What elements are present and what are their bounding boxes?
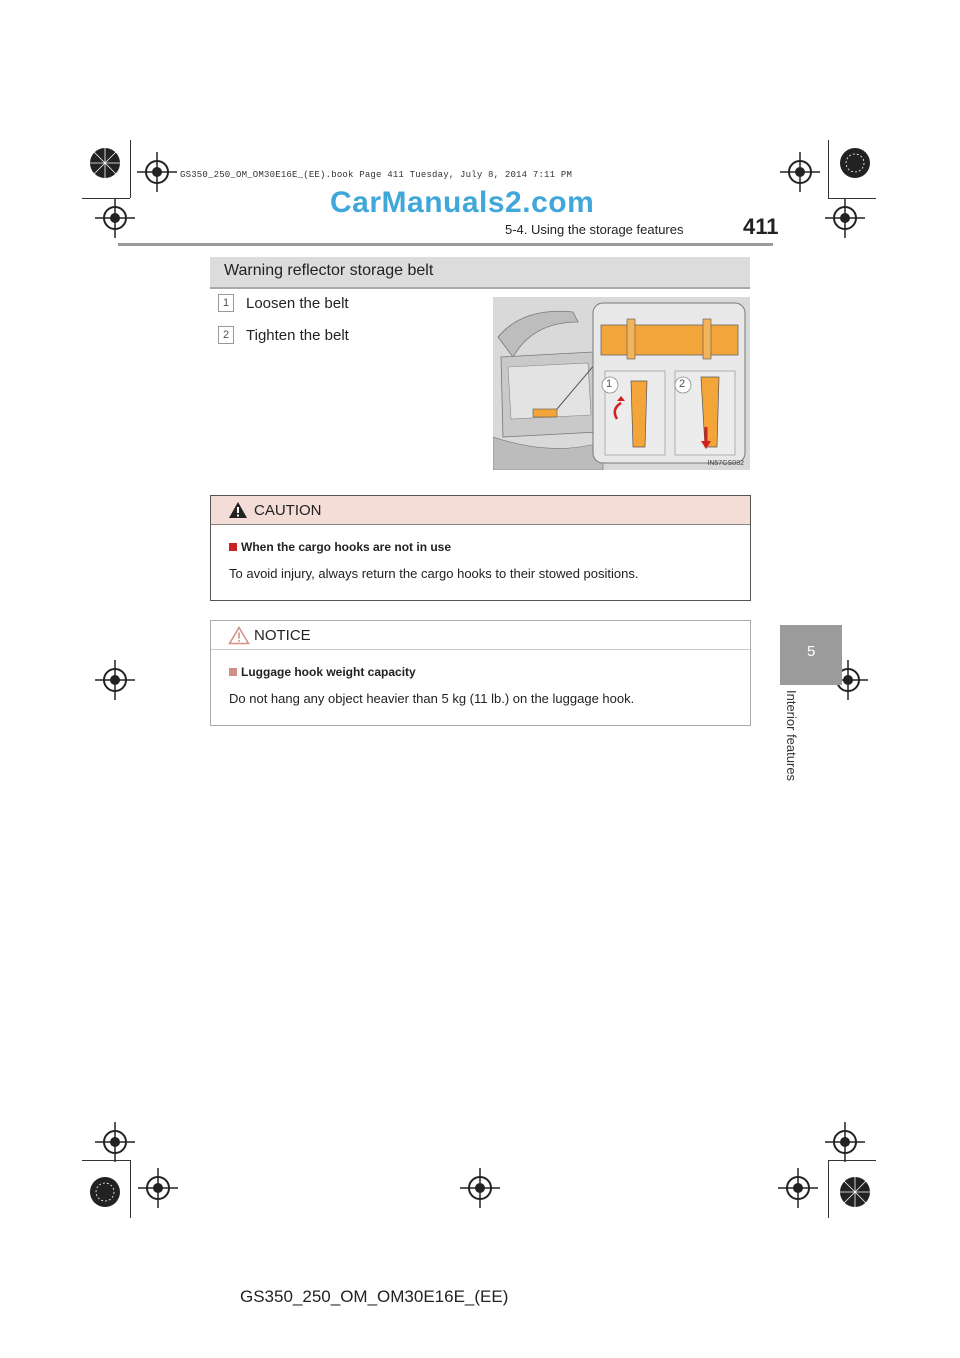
registration-mark-top-right [835, 143, 875, 183]
figure-code: IN57GS082 [707, 460, 744, 467]
caution-item-title-text: When the cargo hooks are not in use [241, 540, 452, 554]
crosshair-mark-top-right [780, 152, 820, 192]
page-number: 411 [743, 214, 779, 239]
section-title-bar [210, 257, 750, 289]
crosshair-mark-bottom-left [138, 1168, 178, 1208]
bullet-square-icon [229, 668, 237, 676]
header-section-title: 5-4. Using the storage features [505, 222, 684, 237]
figure-callout-2: 2 [679, 378, 686, 390]
registration-mark-top-left [85, 143, 125, 183]
chapter-tab [780, 625, 842, 685]
caution-heading: CAUTION [254, 502, 322, 519]
crop-line [130, 1160, 131, 1218]
crop-line [82, 1160, 130, 1161]
header-rule [118, 243, 773, 246]
crop-line [828, 1160, 876, 1161]
registration-mark-bottom-right [835, 1172, 875, 1212]
figure-callout-1: 1 [606, 378, 613, 390]
footer-code: GS350_250_OM_OM30E16E_(EE) [240, 1287, 509, 1306]
crosshair-mark-bottom-center [460, 1168, 500, 1208]
step-number-badge: 2 [218, 326, 234, 344]
crop-line [828, 198, 876, 199]
book-info-line: GS350_250_OM_OM30E16E_(EE).book Page 411 Tuesday, July 8, 2014 7:11 PM [180, 170, 573, 180]
notice-box [210, 620, 751, 726]
crosshair-mark-upper-right [825, 198, 865, 238]
warning-triangle-outline-icon [228, 626, 250, 645]
caution-item-title [229, 540, 451, 554]
trunk-illustration [493, 297, 750, 470]
caution-header [211, 496, 750, 525]
warning-triangle-icon [228, 501, 248, 519]
bullet-square-icon [229, 543, 237, 551]
caution-box [210, 495, 751, 601]
notice-header [211, 621, 750, 650]
notice-item-body: Do not hang any object heavier than 5 kg (11 lb.) on the luggage hook. [229, 691, 635, 706]
notice-item-title-text: Luggage hook weight capacity [241, 665, 416, 679]
chapter-label: Interior features [784, 690, 799, 782]
crop-line [828, 140, 829, 198]
belt-illustration [493, 297, 750, 470]
chapter-side-label [783, 690, 803, 800]
section-title: Warning reflector storage belt [224, 262, 434, 279]
crosshair-mark-top-left [137, 152, 177, 192]
step-number-badge: 1 [218, 294, 234, 312]
crop-line [130, 140, 131, 198]
watermark-text: CarManuals2.com [330, 186, 595, 219]
notice-item-title [229, 665, 416, 679]
crosshair-mark-lower-left [95, 1122, 135, 1162]
step-item [218, 326, 349, 344]
step-text: Tighten the belt [246, 327, 349, 344]
crosshair-mark-upper-left [95, 198, 135, 238]
chapter-number: 5 [807, 643, 816, 660]
step-text: Loosen the belt [246, 295, 349, 312]
crosshair-mark-mid-left [95, 660, 135, 700]
crosshair-mark-bottom-right [778, 1168, 818, 1208]
crop-line [828, 1160, 829, 1218]
crop-line [82, 198, 130, 199]
registration-mark-bottom-left [85, 1172, 125, 1212]
step-item [218, 294, 349, 312]
crosshair-mark-lower-right [825, 1122, 865, 1162]
caution-item-body: To avoid injury, always return the cargo hooks to their stowed positions. [229, 566, 639, 581]
notice-heading: NOTICE [254, 627, 311, 644]
